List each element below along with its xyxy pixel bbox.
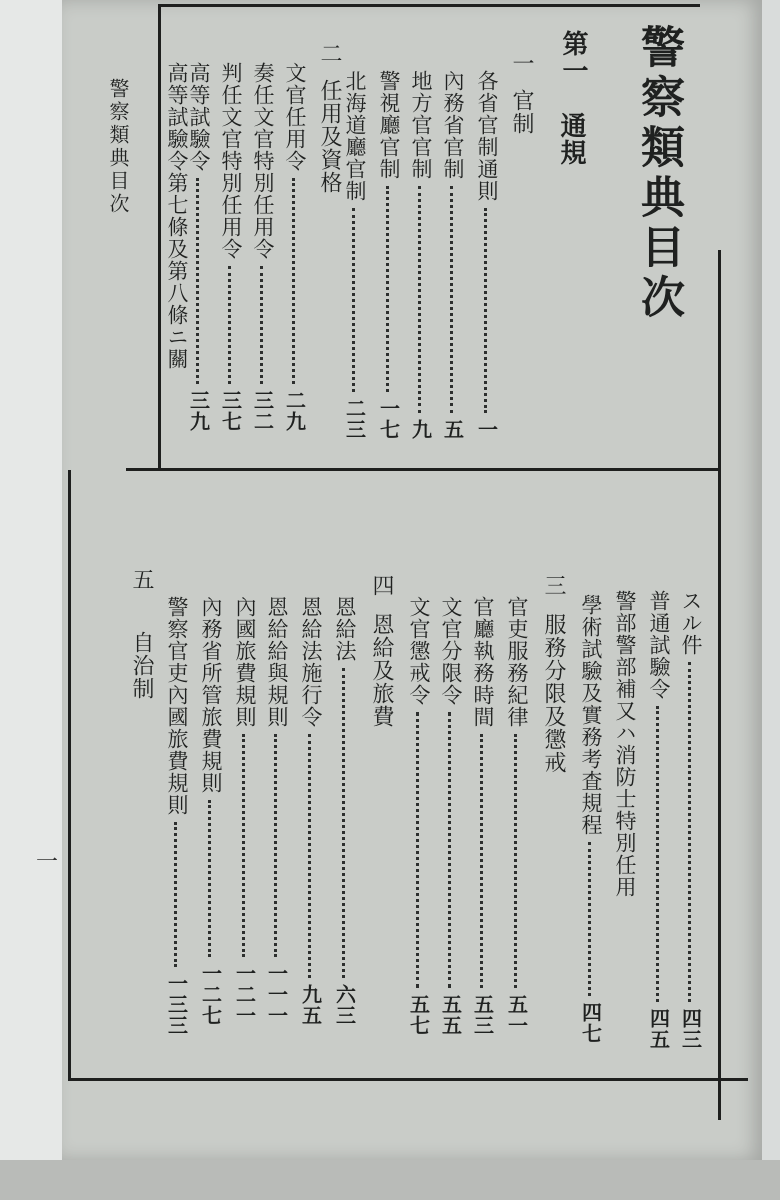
toc-entry[interactable]: 文官任用令 二九 bbox=[282, 62, 307, 432]
toc-entry[interactable]: 文官懲戒令 五七 bbox=[406, 596, 431, 1036]
toc-entry[interactable]: 警察官吏內國旅費規則 一三三 bbox=[164, 596, 189, 1036]
part-number: 第一 bbox=[558, 30, 588, 84]
toc-entry[interactable]: 各省官制通則 一 bbox=[474, 70, 499, 440]
section-4-heading bbox=[370, 574, 392, 728]
toc-entry[interactable]: 官吏服務紀律 五一 bbox=[504, 596, 529, 1036]
section-4-number: 四 bbox=[369, 574, 394, 597]
toc-entry[interactable]: 官廳執務時間 五三 bbox=[470, 596, 495, 1036]
toc-entry[interactable]: 恩給法 六三 bbox=[332, 596, 357, 1026]
toc-entry[interactable]: 高等試驗令第七條及第八條ニ關 bbox=[165, 62, 189, 370]
section-2-number: 二 bbox=[317, 42, 342, 65]
toc-entry[interactable]: 學術試驗及實務考査規程 四七 bbox=[578, 594, 603, 1044]
frame-left-rule bbox=[158, 4, 161, 469]
frame-right-rule bbox=[718, 250, 721, 1120]
page-number: 一 bbox=[36, 850, 59, 875]
desk-background bbox=[0, 0, 62, 1200]
side-caption: 警察類典目次 bbox=[106, 78, 130, 216]
toc-entry[interactable]: 文官分限令 五五 bbox=[438, 596, 463, 1036]
frame-top-rule bbox=[160, 4, 700, 7]
toc-entry[interactable]: 內國旅費規則 一二一 bbox=[232, 596, 257, 1026]
section-3-title: 服務分限及懲戒 bbox=[541, 613, 566, 774]
toc-entry[interactable]: 奏任文官特別任用令 三二 bbox=[250, 62, 275, 432]
section-2-heading bbox=[318, 42, 340, 194]
section-5-heading bbox=[130, 568, 152, 700]
section-1-number: 一 bbox=[509, 52, 534, 75]
section-4-title: 恩給及旅費 bbox=[369, 613, 394, 728]
toc-entry[interactable]: 高等試驗令 三九 bbox=[186, 62, 211, 432]
toc-entry[interactable]: 普通試驗令 四五 bbox=[646, 590, 671, 1050]
toc-entry[interactable]: 地方官官制 九 bbox=[408, 70, 433, 440]
part-heading bbox=[560, 30, 586, 84]
toc-entry[interactable]: 恩給法施行令 九五 bbox=[298, 596, 323, 1026]
toc-entry[interactable]: 內務省所管旅費規則 一二七 bbox=[198, 596, 223, 1026]
section-1-heading bbox=[510, 52, 532, 135]
toc-entry[interactable]: 警視廳官制 一七 bbox=[376, 70, 401, 440]
toc-entry[interactable]: 北海道廳官制 二三 bbox=[342, 70, 367, 440]
section-2-title: 任用及資格 bbox=[317, 79, 342, 194]
section-3-heading bbox=[542, 574, 564, 774]
toc-entry[interactable]: 警部警部補又ハ消防士特別任用 bbox=[613, 590, 637, 898]
section-3-number: 三 bbox=[541, 574, 566, 597]
page-edge bbox=[0, 1160, 780, 1200]
toc-entry[interactable]: 內務省官制 五 bbox=[440, 70, 465, 440]
section-5-title: 自治制 bbox=[129, 631, 154, 700]
toc-entry-continuation[interactable]: スル件 四三 bbox=[678, 590, 703, 1050]
section-1-title: 官制 bbox=[509, 89, 534, 135]
frame-bottom-rule bbox=[68, 1078, 748, 1081]
mid-divider-rule bbox=[126, 468, 720, 471]
page-title: 警察類典目次 bbox=[633, 24, 684, 324]
section-5-number: 五 bbox=[129, 568, 154, 591]
toc-entry[interactable]: 恩給給與規則 一一一 bbox=[264, 596, 289, 1026]
part-title: 通規 bbox=[556, 112, 586, 166]
toc-entry[interactable]: 判任文官特別任用令 三七 bbox=[218, 62, 243, 432]
frame-left-rule-lower bbox=[68, 470, 71, 1080]
